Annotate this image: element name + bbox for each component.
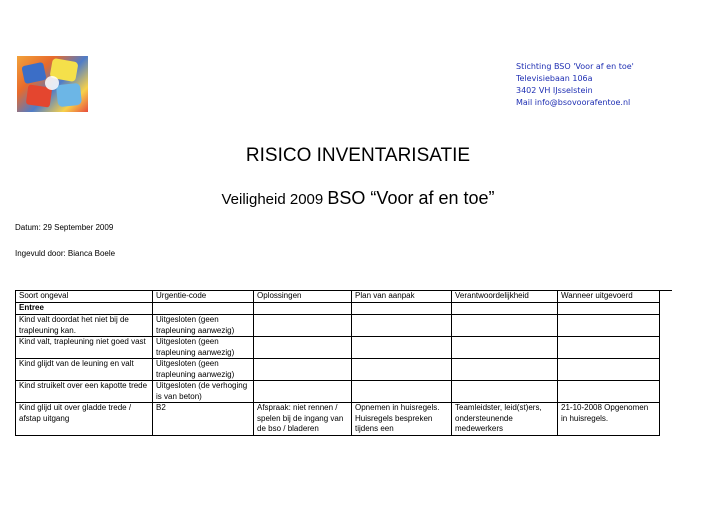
table-cell: [352, 381, 452, 403]
table-cell: [254, 315, 352, 337]
address-line: 3402 VH IJsselstein: [516, 86, 593, 95]
column-header: Wanneer uitgevoerd: [558, 291, 660, 303]
table-cell: [254, 337, 352, 359]
organization-logo: [17, 56, 88, 112]
table-cell: 21-10-2008 Opgenomen in huisregels.: [558, 403, 660, 436]
table-row: [16, 359, 660, 381]
table-row: [16, 381, 660, 403]
table-cell: [352, 359, 452, 381]
table-cell: Teamleidster, leid(st)ers, ondersteunende medewerkers: [452, 403, 558, 436]
document-title: RISICO INVENTARISATIE: [245, 145, 471, 166]
table-cell: Uitgesloten (geen trapleuning aanwezig): [153, 359, 254, 381]
address-line: Stichting BSO 'Voor af en toe': [516, 62, 634, 71]
address-line: Televisiebaan 106a: [516, 74, 593, 83]
address-line: Mail info@bsovoorafentoe.nl: [516, 98, 631, 107]
table-cell: [452, 337, 558, 359]
document-subtitle: [0, 187, 716, 211]
datum-line: Datum: 29 September 2009: [15, 223, 114, 232]
table-cell: [352, 315, 452, 337]
table-cell: [558, 359, 660, 381]
table-cell: [452, 381, 558, 403]
table-cell: Kind valt doordat het niet bij de trapleuning kan.: [16, 315, 153, 337]
table-cell: [558, 337, 660, 359]
table-cell: Uitgesloten (geen trapleuning aanwezig): [153, 315, 254, 337]
table-cell: [452, 315, 558, 337]
section-label: Entree: [16, 303, 153, 315]
table-cell: Kind glijd uit over gladde trede / afstap uitgang: [16, 403, 153, 436]
table-cell: [254, 381, 352, 403]
table-cell: Afspraak: niet rennen / spelen bij de ingang van de bso / bladeren: [254, 403, 352, 436]
subtitle-part: Veiligheid 2009: [221, 191, 328, 208]
column-header: Verantwoordelijkheid: [452, 291, 558, 303]
table-border-extension: [659, 290, 672, 291]
table-row: [16, 403, 660, 436]
table-cell: Kind glijdt van de leuning en valt: [16, 359, 153, 381]
table-row: [16, 337, 660, 359]
table-cell: Opnemen in huisregels. Huisregels bespreken tijdens een: [352, 403, 452, 436]
table-cell: [352, 337, 452, 359]
table-cell: Uitgesloten (geen trapleuning aanwezig): [153, 337, 254, 359]
table-cell: B2: [153, 403, 254, 436]
table-cell: [558, 315, 660, 337]
subtitle-part: BSO “Voor af en toe”: [327, 188, 495, 208]
column-header: Plan van aanpak: [352, 291, 452, 303]
table-cell: [452, 359, 558, 381]
table-cell: Kind valt, trapleuning niet goed vast: [16, 337, 153, 359]
address-block: [516, 61, 711, 109]
risk-table: [15, 290, 660, 436]
ingevuld-line: Ingevuld door: Bianca Boele: [15, 249, 116, 258]
table-cell: [558, 381, 660, 403]
table-cell: Uitgesloten (de verhoging is van beton): [153, 381, 254, 403]
column-header: Oplossingen: [254, 291, 352, 303]
section-row: [16, 303, 660, 315]
table-cell: Kind struikelt over een kapotte trede: [16, 381, 153, 403]
table-row: [16, 315, 660, 337]
column-header: Urgentie-code: [153, 291, 254, 303]
table-cell: [254, 359, 352, 381]
column-header: Soort ongeval: [16, 291, 153, 303]
table-header-row: [16, 291, 660, 303]
